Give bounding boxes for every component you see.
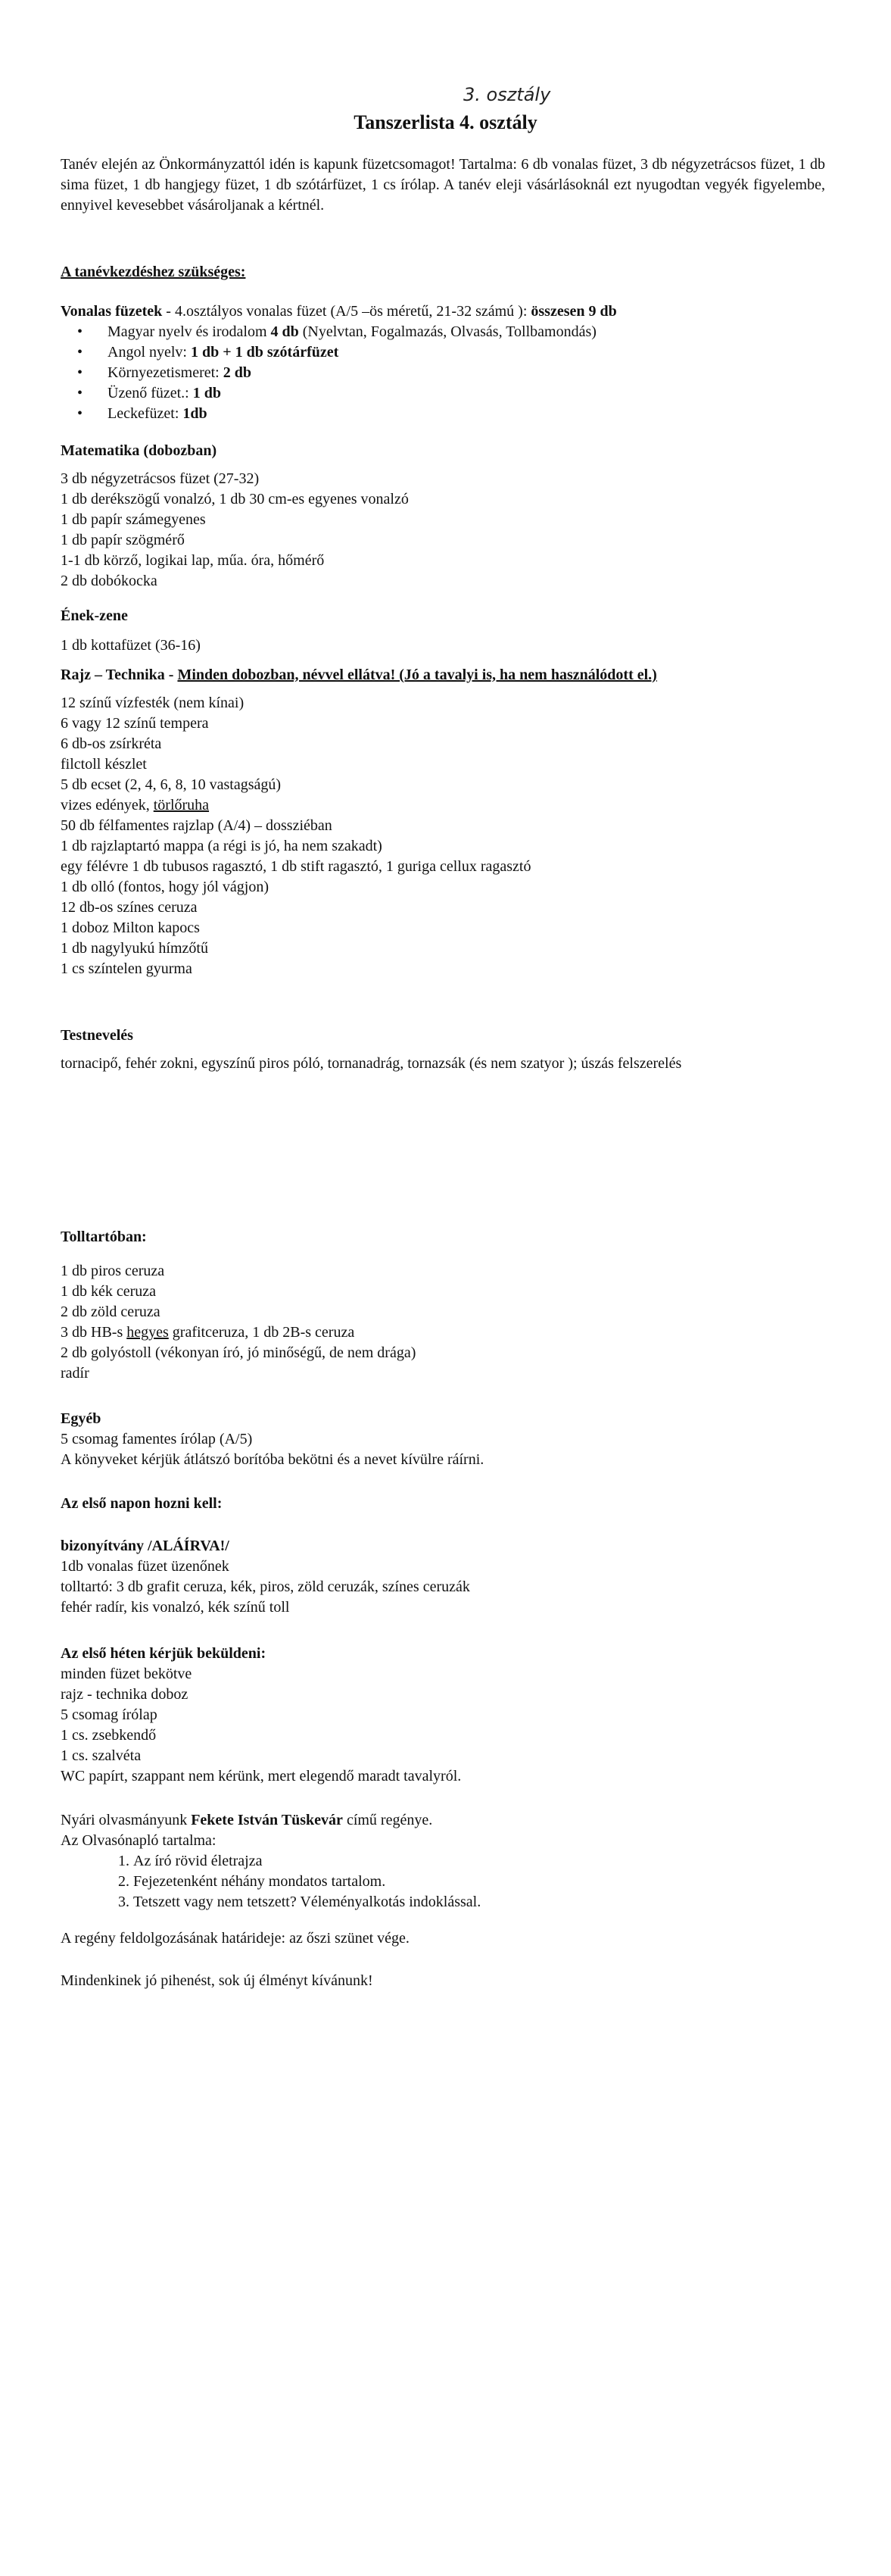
list-item: 5 csomag famentes írólap (A/5) xyxy=(61,1431,253,1447)
rajz-heading: Rajz – Technika - Minden dobozban, névvel ellátva! (Jó a tavalyi is, ha nem használódott el.) xyxy=(61,667,657,683)
list-item: 1 db piros ceruza xyxy=(61,1263,165,1279)
first-week-section xyxy=(61,1644,825,1787)
list-item: 1 cs. zsebkendő xyxy=(61,1727,157,1744)
summer-reading-section xyxy=(61,1810,825,1912)
list-item: 1 db kék ceruza xyxy=(61,1283,157,1300)
list-item: 6 db-os zsírkréta xyxy=(61,735,162,752)
list-item: 1 db rajzlaptartó mappa (a régi is jó, ha nem szakadt) xyxy=(61,838,382,854)
egyeb-section xyxy=(61,1409,825,1470)
summer-reading-line: Nyári olvasmányunk Fekete István Tüskevár című regénye. xyxy=(61,1812,433,1828)
list-item: 12 színű vízfesték (nem kínai) xyxy=(61,695,245,711)
list-item: fehér radír, kis vonalzó, kék színű toll xyxy=(61,1599,290,1616)
list-item: 5 csomag írólap xyxy=(61,1706,157,1723)
list-item: 2 db zöld ceruza xyxy=(61,1304,160,1320)
naplo-list xyxy=(61,1851,825,1912)
list-item: rajz - technika doboz xyxy=(61,1686,188,1703)
list-item: 1 db olló (fontos, hogy jól vágjon) xyxy=(61,879,269,895)
list-item: 3 db HB-s hegyes grafitceruza, 1 db 2B-s ceruza xyxy=(61,1324,355,1341)
list-item: 1 doboz Milton kapocs xyxy=(61,920,200,936)
list-item: 1 cs. szalvéta xyxy=(61,1747,142,1764)
naplo-heading: Az Olvasónapló tartalma: xyxy=(61,1832,217,1849)
list-item: 2. Fejezetenként néhány mondatos tartalom. xyxy=(133,1872,825,1892)
tolltarto-section xyxy=(61,1227,825,1384)
list-item: 5 db ecset (2, 4, 6, 8, 10 vastagságú) xyxy=(61,776,282,793)
list-item: filctoll készlet xyxy=(61,756,147,773)
matematika-section xyxy=(61,441,825,592)
vonalas-line xyxy=(61,301,825,322)
list-item: 1 db derékszögű vonalzó, 1 db 30 cm-es egyenes vonalzó xyxy=(61,491,409,507)
vonalas-desc: - 4.osztályos vonalas füzet (A/5 –ös méretű, 21-32 számú ): xyxy=(162,303,531,320)
list-item: 1 db kottafüzet (36-16) xyxy=(61,637,201,654)
list-item: 2 db dobókocka xyxy=(61,573,157,589)
bizonyitvany-line: bizonyítvány /ALÁÍRVA!/ xyxy=(61,1538,229,1554)
vonalas-list xyxy=(61,322,825,424)
list-item: 6 vagy 12 színű tempera xyxy=(61,715,209,732)
tolltarto-heading: Tolltartóban: xyxy=(61,1229,147,1245)
list-item: 1 cs színtelen gyurma xyxy=(61,960,192,977)
handwritten-note: 3. osztály xyxy=(463,84,551,105)
list-item: 1db vonalas füzet üzenőnek xyxy=(61,1558,229,1575)
first-day-section xyxy=(61,1494,825,1514)
list-item: 1-1 db körző, logikai lap, műa. óra, hőmérő xyxy=(61,552,325,569)
first-week-heading: Az első héten kérjük beküldeni: xyxy=(61,1645,266,1662)
list-item: 12 db-os színes ceruza xyxy=(61,899,198,916)
list-item: A könyveket kérjük átlátszó borítóba bekötni és a nevet kívülre ráírni. xyxy=(61,1451,484,1468)
list-item: minden füzet bekötve xyxy=(61,1666,192,1682)
deadline-text: A regény feldolgozásának határideje: az őszi szünet vége. xyxy=(61,1930,410,1947)
list-item: • Üzenő füzet.: 1 db xyxy=(107,383,825,404)
list-item: 1. Az író rövid életrajza xyxy=(133,1851,825,1872)
list-item: 1 db papír számegyenes xyxy=(61,511,206,528)
needed-heading: A tanévkezdéshez szükséges: xyxy=(61,264,246,280)
closing-text: Mindenkinek jó pihenést, sok új élményt kívánunk! xyxy=(61,1972,373,1989)
list-item: 2 db golyóstoll (vékonyan író, jó minőségű, de nem drága) xyxy=(61,1344,416,1361)
list-item: 1 db nagylyukú hímzőtű xyxy=(61,940,208,957)
list-item: vizes edények, törlőruha xyxy=(61,797,210,813)
vonalas-label: Vonalas füzetek xyxy=(61,303,163,320)
list-item: tolltartó: 3 db grafit ceruza, kék, piros, zöld ceruzák, színes ceruzák xyxy=(61,1578,470,1595)
list-item: • Környezetismeret: 2 db xyxy=(107,363,825,383)
list-item: 3 db négyzetrácsos füzet (27-32) xyxy=(61,470,260,487)
list-item: • Magyar nyelv és irodalom 4 db (Nyelvtan, Fogalmazás, Olvasás, Tollbamondás) xyxy=(107,322,825,342)
page-title: Tanszerlista 4. osztály xyxy=(354,111,537,133)
intro-paragraph: Tanév elején az Önkormányzattól idén is kapunk füzetcsomagot! Tartalma: 6 db vonalas füzet, 3 db négyzetrácsos füzet, 1 db sima füzet, 1 db hangjegy füzet, 1 db szótárfüzet, 1 cs írólap. A tanév eleji vásárlásoknál ezt nyugodtan vegyék figyelembe, ennyivel kevesebbet vásároljanak a kértnél. xyxy=(61,156,825,214)
list-item: • Angol nyelv: 1 db + 1 db szótárfüzet xyxy=(107,342,825,363)
first-day-items xyxy=(61,1536,825,1618)
enek-heading: Ének-zene xyxy=(61,607,128,624)
testneveles-text: tornacipő, fehér zokni, egyszínű piros póló, tornanadrág, tornazsák (és nem szatyor ); úszás felszerelés xyxy=(61,1055,682,1072)
testneveles-section xyxy=(61,1026,825,1074)
list-item: 3. Tetszett vagy nem tetszett? Véleményalkotás indoklással. xyxy=(133,1892,825,1912)
vonalas-total: összesen 9 db xyxy=(531,303,617,320)
list-item: • Leckefüzet: 1db xyxy=(107,404,825,424)
needed-heading-wrap xyxy=(61,262,825,283)
vonalas-section xyxy=(61,301,825,424)
list-item: radír xyxy=(61,1365,89,1382)
list-item: egy félévre 1 db tubusos ragasztó, 1 db stift ragasztó, 1 guriga cellux ragasztó xyxy=(61,858,531,875)
enek-section xyxy=(61,606,825,656)
list-item: 1 db papír szögmérő xyxy=(61,532,185,548)
first-day-heading: Az első napon hozni kell: xyxy=(61,1495,223,1512)
closing-wrap xyxy=(61,1971,825,1991)
deadline-wrap xyxy=(61,1928,825,1949)
list-item: 50 db félfamentes rajzlap (A/4) – dossziéban xyxy=(61,817,332,834)
testneveles-heading: Testnevelés xyxy=(61,1027,133,1044)
rajz-section xyxy=(61,665,825,979)
list-item: WC papírt, szappant nem kérünk, mert elegendő maradt tavalyról. xyxy=(61,1768,462,1784)
egyeb-heading: Egyéb xyxy=(61,1410,101,1427)
matematika-heading: Matematika (dobozban) xyxy=(61,442,217,459)
